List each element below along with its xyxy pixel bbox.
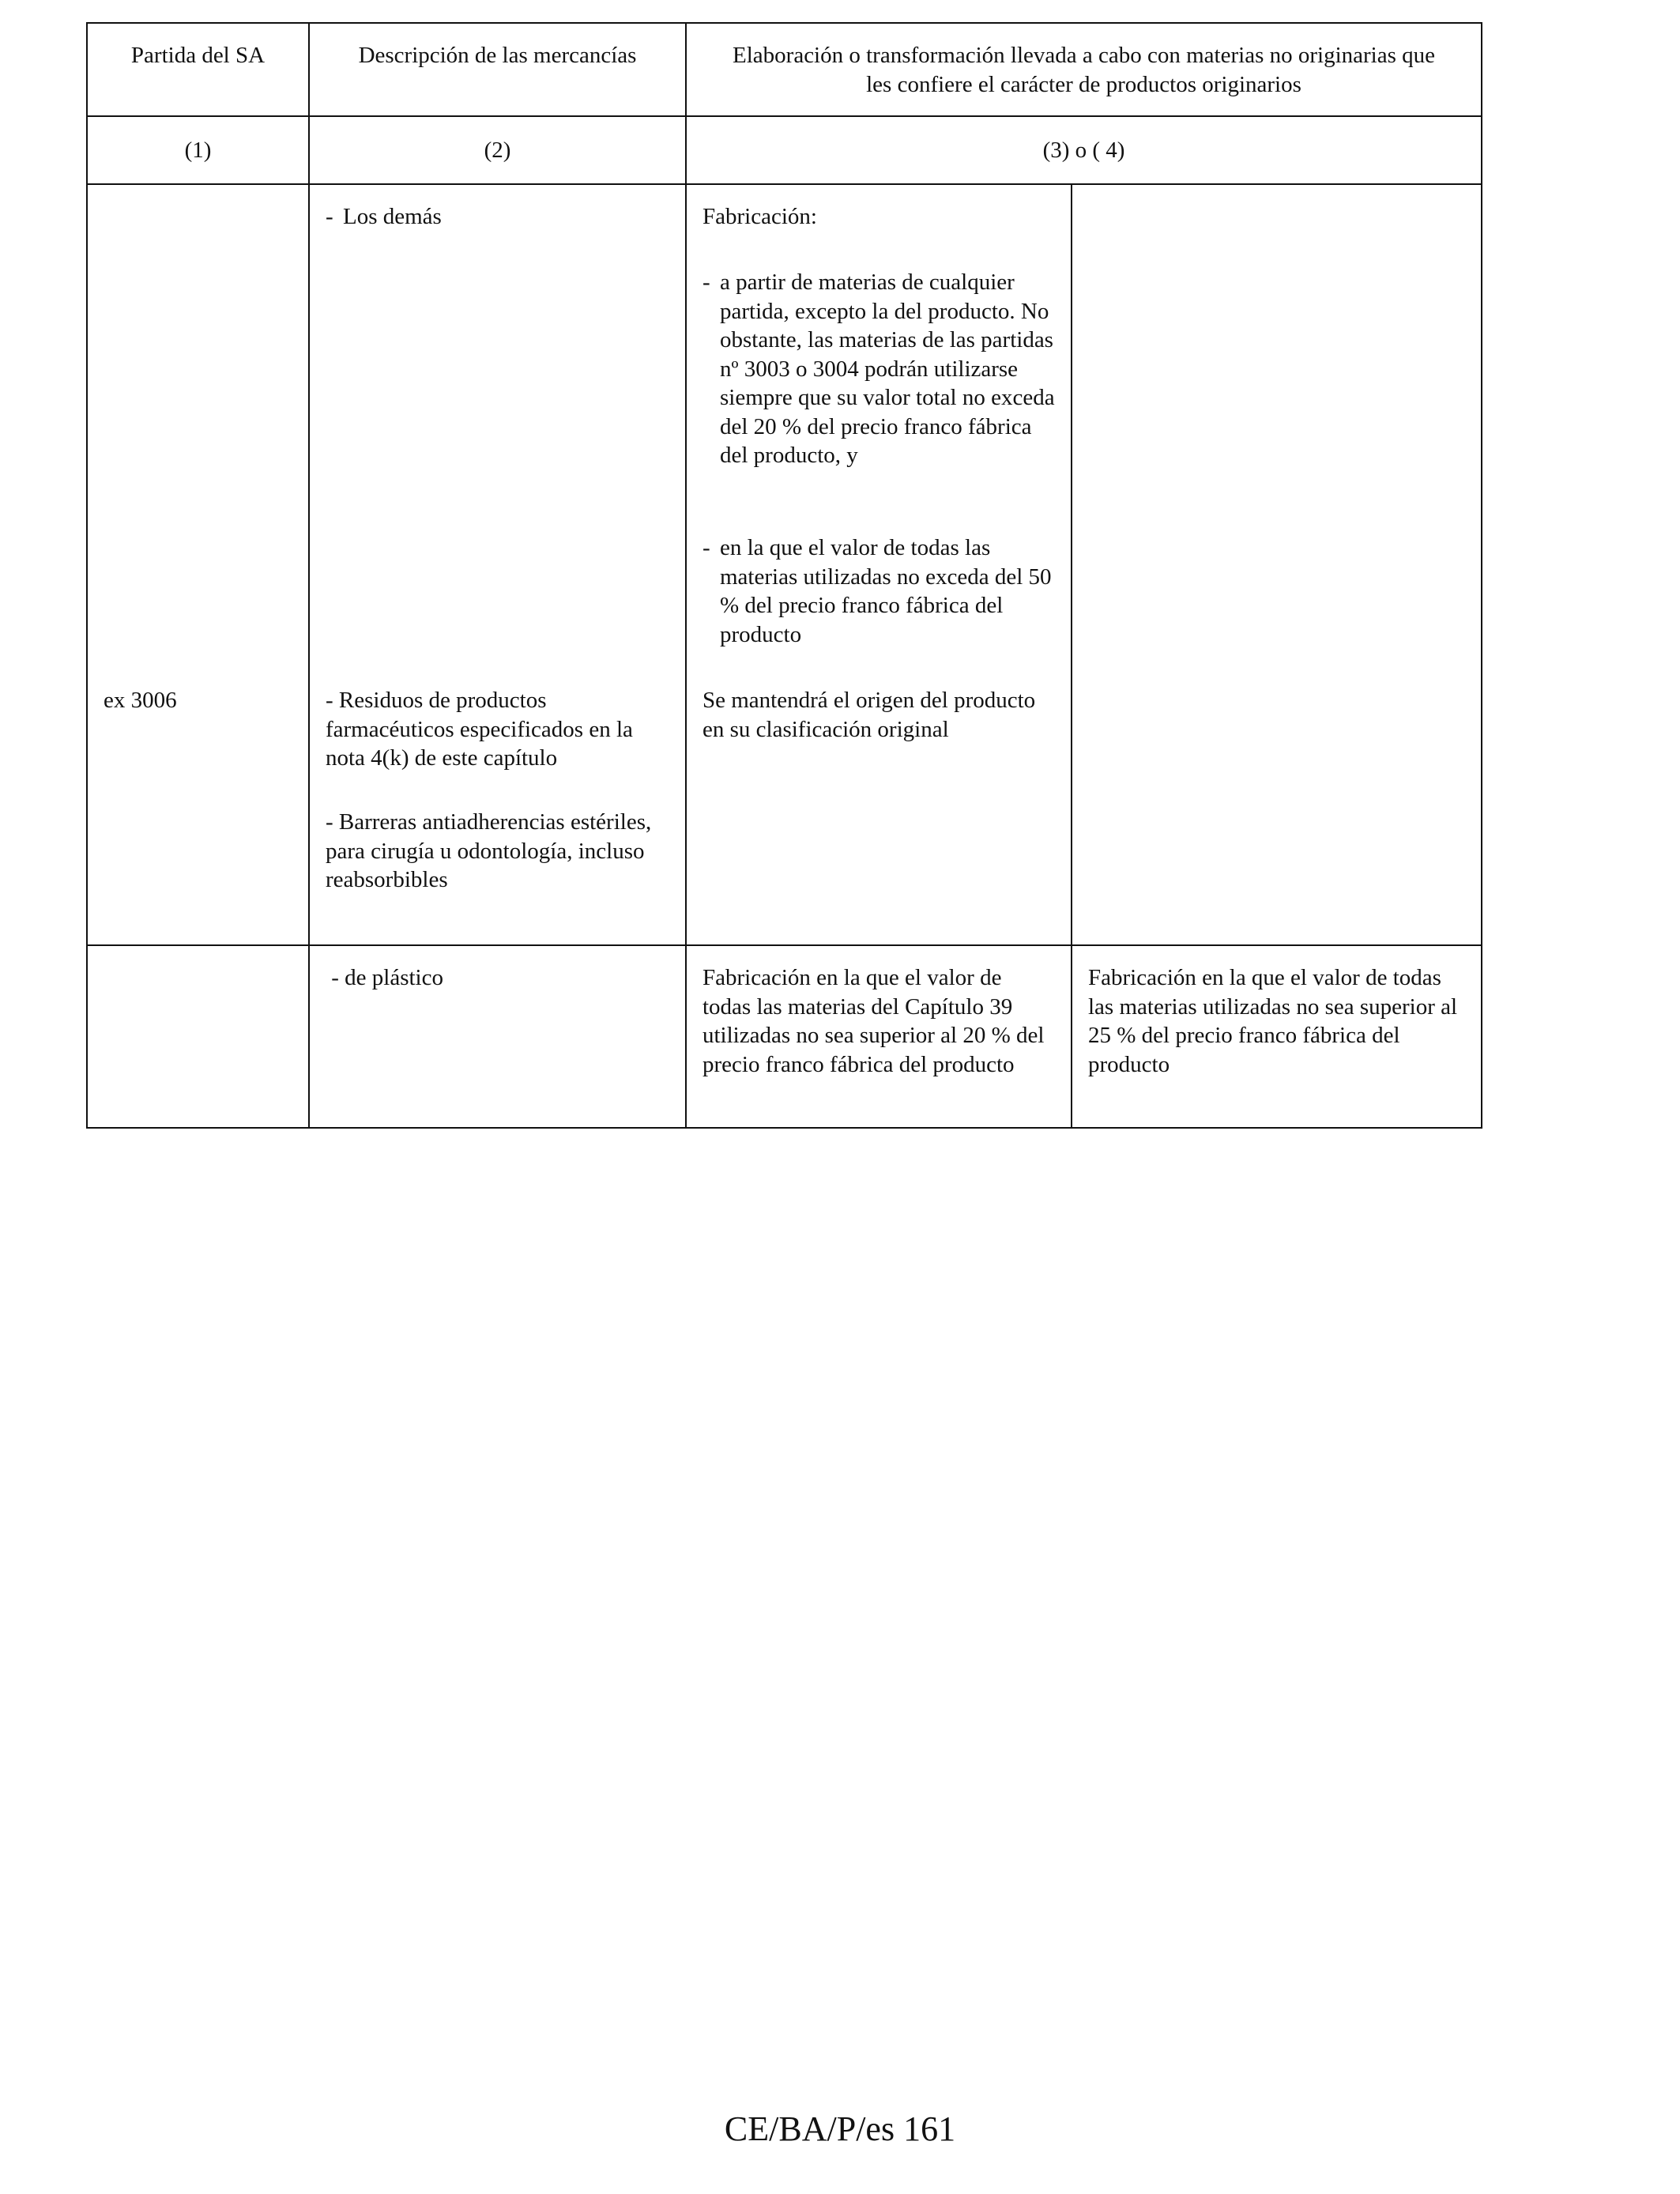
rule-cell: Fabricación en la que el valor de todas las materias del Capítulo 39 utilizadas no sea superior al 20 % del precio franco fábrica del producto: [686, 945, 1072, 1128]
header-elaboracion: Elaboración o transformación llevada a cabo con materias no originarias que les confiere el carácter de productos originarios: [686, 23, 1482, 116]
heading-code: ex 3006: [104, 688, 177, 713]
dash-marker: -: [326, 204, 333, 229]
description-item: [326, 202, 669, 232]
description-cell: [309, 184, 686, 945]
rule-item: [703, 268, 1055, 470]
alternative-rule-cell: [1072, 184, 1482, 945]
rule-cell: [686, 184, 1072, 945]
heading-cell: [87, 945, 309, 1128]
description-cell: - de plástico: [309, 945, 686, 1128]
description-item: - Barreras antiadherencias estériles, para cirugía u odontología, incluso reabsorbibles: [326, 809, 652, 892]
rule-item: Se mantendrá el origen del producto en su clasificación original: [703, 688, 1036, 742]
page-reference: CE/BA/P/es 161: [724, 2109, 956, 2148]
heading-cell: [87, 184, 309, 945]
column-number-1: (1): [87, 116, 309, 184]
rule-item: [703, 533, 1055, 649]
description-item: - Residuos de productos farmacéuticos especificados en la nota 4(k) de este capítulo: [326, 688, 633, 771]
rule-text: a partir de materias de cualquier partida, excepto la del producto. No obstante, las materias de las partidas nº 3003 o 3004 podrán utilizarse siempre que su valor total no exceda del 20 % del precio franco fábrica del producto, y: [720, 270, 1055, 468]
rules-table: [86, 22, 1482, 1129]
header-descripcion: Descripción de las mercancías: [309, 23, 686, 116]
column-number-2: (2): [309, 116, 686, 184]
header-row: [87, 23, 1482, 116]
rule-intro: Fabricación:: [703, 204, 817, 229]
header-partida: Partida del SA: [87, 23, 309, 116]
description-text: Los demás: [343, 204, 442, 229]
dash-marker: -: [703, 270, 710, 295]
rule-text: en la que el valor de todas las materias utilizadas no exceda del 50 % del precio franco fábrica del producto: [720, 535, 1052, 647]
dash-marker: -: [703, 535, 710, 560]
table-row: [87, 945, 1482, 1128]
table-row: [87, 184, 1482, 945]
alternative-rule-cell: Fabricación en la que el valor de todas las materias utilizadas no sea superior al 25 % del precio franco fábrica del producto: [1072, 945, 1482, 1128]
column-number-3-4: (3) o ( 4): [686, 116, 1482, 184]
column-number-row: [87, 116, 1482, 184]
